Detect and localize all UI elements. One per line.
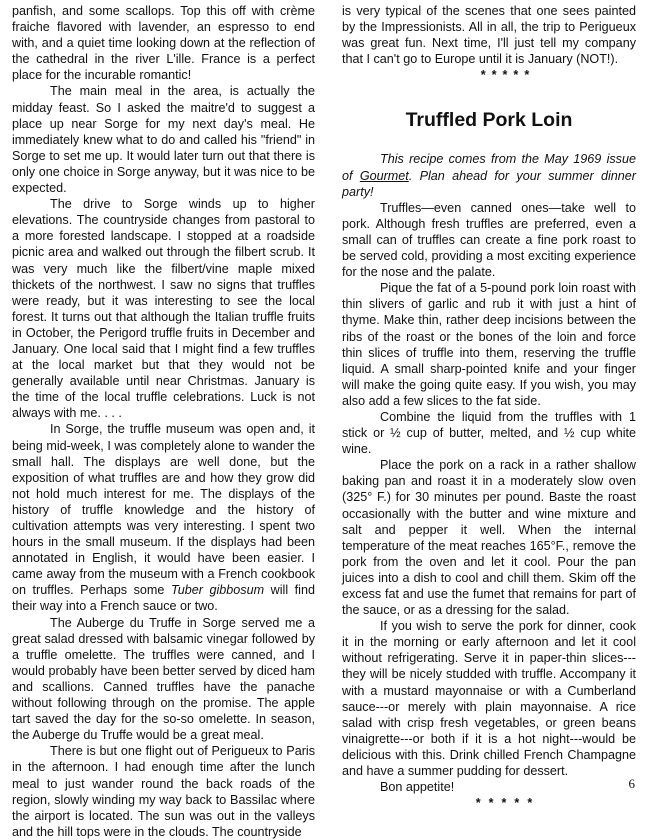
section-divider-stars: ***** bbox=[480, 68, 536, 83]
left-column bbox=[12, 3, 315, 840]
page-number: 6 bbox=[628, 776, 635, 791]
paragraph: Place the pork on a rack in a rather shallow baking pan and roast it in a moderately slow oven (325° F.) for 30 minutes per pound. Baste the roast occasionally with the butter and wine mixture and salt and pepper it well. When the internal temperature of the meat reaches 165°F., remove the pork from the oven and let it cool. Pour the pan juices into a dish to cool and chill them. Skim off the excess fat and use the fumet that remains for part of the sauce, or as a dressing for the salad. bbox=[342, 458, 636, 618]
paragraph: is very typical of the scenes that one sees painted by the Impressionists. All in all, the trip to Perigueux was great fun. Next time, I'll just tell my company that I can't go to Europe until it is January (NOT!). bbox=[342, 4, 636, 67]
text-run: In Sorge, the truffle museum was open and, it being mid-week, I was completely alone to wander the small hall. The displays are well done, but the exposition of what truffles are and how they grow did not hold much interest for me. The displays of the history of truffle knowledge and the history of cultivation attempts was very interesting. I spent two hours in the small museum. If the displays had been annotated in English, it would have been easier. I came away from the museum with a French cookbook on truffles. Perhaps some bbox=[12, 422, 315, 598]
paragraph: If you wish to serve the pork for dinner, cook it in the morning or early afternoon and let it cool without refrigerating. Serve it in paper-thin slices---they will be nicely studded with truffle. Accompany it with a mustard mayonnaise or with a Cumberland sauce---or merely with plain mayonnaise. A rice salad with crisp fresh vegetables, or green beans vinaigrette---or both if it is a hot night---would be delicious with this. Drink chilled French Champagne and have a summer pudding for dessert. bbox=[342, 619, 636, 779]
paragraph: Truffles—even canned ones—take well to pork. Although fresh truffles are preferred, even a small can of truffles can create a fine pork roast to be served cold, providing a most exciting experience for the nose and the palate. bbox=[342, 200, 636, 280]
signoff: Bon appetite! bbox=[380, 780, 455, 795]
paragraph: The Auberge du Truffe in Sorge served me a great salad dressed with balsamic vinegar followed by a truffle omelette. The truffles were canned, and I would probably have been better served by diced ham and scallions. Canned truffles have the panache without following through on the promise. The apple tart saved the day for the so-so omelette. In season, the Auberge du Truffe would be a great meal. bbox=[12, 615, 315, 743]
paragraph bbox=[12, 421, 315, 614]
paragraph: Combine the liquid from the truffles with 1 stick or ½ cup of butter, melted, and ½ cup white wine. bbox=[342, 409, 636, 457]
right-column bbox=[342, 3, 636, 811]
end-divider-stars: ***** bbox=[475, 796, 541, 811]
paragraph: There is but one flight out of Perigueux to Paris in the afternoon. I had enough time after the lunch meal to just wander round the back roads of the region, slowly winding my way back to Bassilac where the airport is located. The sun was out in the valleys and the hill tops were in the clouds. The countryside bbox=[12, 744, 315, 839]
text-run: will find their way into a French sauce or two. bbox=[12, 583, 315, 614]
paragraph: panfish, and some scallops. Top this off with crème fraiche flavored with lavender, an espresso to end with, and a quiet time looking down at the reflection of the cathedral in the river L'ille. France is a perfect place for the incurable romantic! bbox=[12, 4, 315, 83]
text-run: This recipe comes from the May 1969 issue of bbox=[342, 152, 636, 183]
text-run: . Plan ahead for your summer dinner party! bbox=[342, 168, 636, 199]
paragraph: The drive to Sorge winds up to higher elevations. The countryside changes from pastoral to a more forested landscape. I stopped at a roadside picnic area and walked out through the filbert scrub. It was very much like the filbert/vine maple mixed thickets of the northwest. I saw no signs that truffles were ready, but it was interesting to see the local forest. It turns out that although the Italian truffle fruits in October, the Perigord truffle fruits in December and January. One local said that I might find a few truffles at the local market but that they would not be generally available until near Christmas. January is the time of the local truffle celebrations. Luck is not always with me. . . . bbox=[12, 197, 315, 421]
recipe-intro bbox=[342, 151, 636, 199]
italic-species-name: Tuber gibbosum bbox=[170, 583, 265, 598]
paragraph: Pique the fat of a 5-pound pork loin roast with thin slivers of garlic and rub it with just a hint of thyme. Make thin, rather deep incisions between the ribs of the roast or the bones of the loin and force thin slices of truffle into them, reserving the truffle liquid. A small sharp-pointed knife and your finger will make the going quite easy. If you wish, you may also add a few slices to the fat side. bbox=[342, 281, 636, 408]
paragraph: The main meal in the area, is actually the midday feast. So I asked the maitre'd to suggest a place up near Sorge for my next day's meal. He immediately knew what to do and called his "friend" in Sorge to set me up. It would later turn out that there is only one choice in Sorge anyway, but it was nice to be expected. bbox=[12, 84, 315, 196]
recipe-title: Truffled Pork Loin bbox=[405, 109, 573, 132]
source-magazine: Gourmet bbox=[359, 168, 409, 183]
